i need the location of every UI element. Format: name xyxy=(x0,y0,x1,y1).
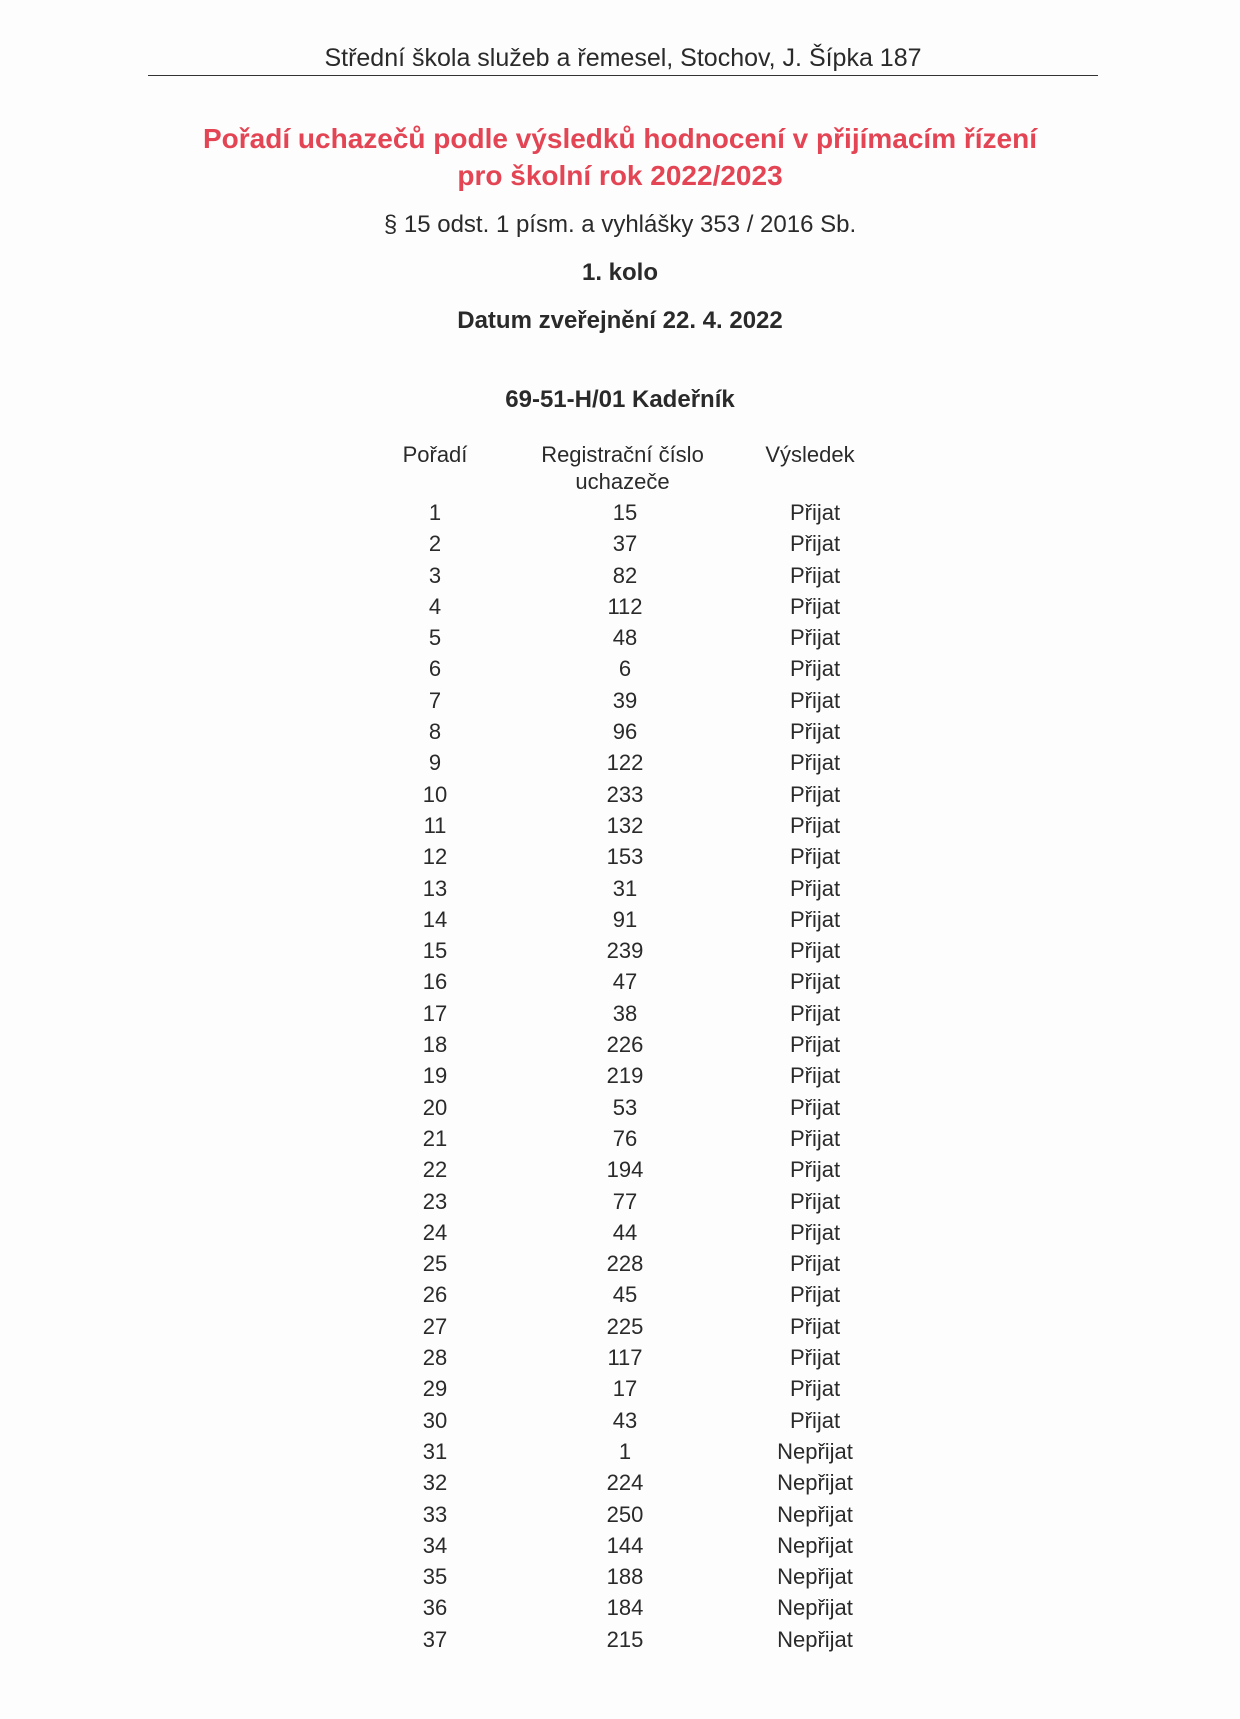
cell-result: Přijat xyxy=(789,1125,841,1151)
cell-rank: 23 xyxy=(422,1188,448,1214)
cell-registration-number: 82 xyxy=(612,562,638,588)
program-heading: 69-51-H/01 Kadeřník xyxy=(505,386,735,413)
cell-registration-number: 228 xyxy=(606,1251,644,1277)
cell-registration-number: 39 xyxy=(612,687,638,713)
cell-registration-number: 45 xyxy=(612,1282,638,1308)
cell-registration-number: 6 xyxy=(618,656,632,682)
cell-rank: 18 xyxy=(422,1032,448,1058)
cell-result: Přijat xyxy=(789,1188,841,1214)
table-row xyxy=(0,622,1240,653)
column-header-rank: Pořadí xyxy=(402,442,468,467)
cell-rank: 8 xyxy=(428,719,442,745)
cell-rank: 20 xyxy=(422,1094,448,1120)
cell-result: Přijat xyxy=(789,687,841,713)
cell-registration-number: 44 xyxy=(612,1219,638,1245)
cell-rank: 37 xyxy=(422,1626,448,1652)
cell-registration-number: 17 xyxy=(612,1376,638,1402)
cell-result: Přijat xyxy=(789,875,841,901)
cell-registration-number: 194 xyxy=(606,1157,644,1183)
table-row xyxy=(0,1342,1240,1373)
table-row xyxy=(0,1561,1240,1592)
document-title-line-2: pro školní rok 2022/2023 xyxy=(457,160,783,191)
cell-rank: 16 xyxy=(422,969,448,995)
table-row xyxy=(0,810,1240,841)
cell-registration-number: 76 xyxy=(612,1125,638,1151)
cell-result: Přijat xyxy=(789,906,841,932)
cell-registration-number: 15 xyxy=(612,500,638,525)
cell-result: Přijat xyxy=(789,1063,841,1089)
table-row xyxy=(0,591,1240,622)
cell-rank: 21 xyxy=(422,1125,448,1151)
document-title xyxy=(100,120,1140,194)
column-header-registration-line-1: Registrační číslo xyxy=(541,442,704,467)
page-header: Střední škola služeb a řemesel, Stochov, J. Šípka 187 xyxy=(324,44,922,72)
header-divider xyxy=(148,75,1098,76)
cell-result: Přijat xyxy=(789,1282,841,1308)
cell-result: Přijat xyxy=(789,1313,841,1339)
table-row xyxy=(0,966,1240,997)
table-row xyxy=(0,1311,1240,1342)
cell-registration-number: 188 xyxy=(606,1564,644,1590)
table-row xyxy=(0,1592,1240,1623)
cell-rank: 2 xyxy=(428,531,442,557)
cell-result: Přijat xyxy=(789,812,841,838)
cell-result: Přijat xyxy=(789,938,841,964)
cell-result: Nepřijat xyxy=(777,1438,853,1464)
table-row xyxy=(0,1624,1240,1655)
table-row xyxy=(0,1060,1240,1091)
cell-registration-number: 226 xyxy=(606,1032,644,1058)
table-row xyxy=(0,1154,1240,1185)
cell-rank: 13 xyxy=(422,875,448,901)
cell-result: Přijat xyxy=(789,1032,841,1058)
cell-rank: 24 xyxy=(422,1219,448,1245)
cell-result: Přijat xyxy=(789,969,841,995)
cell-rank: 10 xyxy=(422,781,448,807)
cell-result: Nepřijat xyxy=(777,1564,853,1590)
table-row xyxy=(0,1248,1240,1279)
cell-rank: 26 xyxy=(422,1282,448,1308)
cell-registration-number: 112 xyxy=(607,593,643,619)
cell-result: Přijat xyxy=(789,500,841,525)
cell-result: Přijat xyxy=(789,1000,841,1026)
cell-result: Přijat xyxy=(789,1219,841,1245)
cell-registration-number: 43 xyxy=(612,1407,638,1433)
cell-result: Přijat xyxy=(789,844,841,870)
cell-result: Přijat xyxy=(789,1407,841,1433)
column-header-result: Výsledek xyxy=(765,442,855,467)
cell-rank: 33 xyxy=(422,1501,448,1527)
cell-registration-number: 132 xyxy=(606,812,644,838)
cell-registration-number: 91 xyxy=(612,906,638,932)
cell-rank: 27 xyxy=(422,1313,448,1339)
cell-result: Přijat xyxy=(789,562,841,588)
table-row xyxy=(0,1217,1240,1248)
cell-registration-number: 250 xyxy=(606,1501,644,1527)
cell-registration-number: 233 xyxy=(606,781,644,807)
cell-rank: 19 xyxy=(422,1063,448,1089)
cell-result: Přijat xyxy=(789,531,841,557)
cell-registration-number: 122 xyxy=(606,750,644,776)
cell-registration-number: 215 xyxy=(606,1626,644,1652)
table-row xyxy=(0,747,1240,778)
cell-registration-number: 77 xyxy=(612,1188,638,1214)
table-row xyxy=(0,1092,1240,1123)
table-row xyxy=(0,560,1240,591)
cell-registration-number: 96 xyxy=(612,719,638,745)
table-row xyxy=(0,685,1240,716)
cell-rank: 1 xyxy=(428,500,442,525)
table-row xyxy=(0,528,1240,559)
publication-date: Datum zveřejnění 22. 4. 2022 xyxy=(457,307,783,334)
document-title-line-1: Pořadí uchazečů podle výsledků hodnocení v přijímacím řízení xyxy=(203,123,1037,154)
cell-registration-number: 1 xyxy=(618,1438,632,1464)
cell-registration-number: 184 xyxy=(606,1595,644,1621)
table-row xyxy=(0,1467,1240,1498)
cell-rank: 11 xyxy=(423,812,447,838)
cell-rank: 25 xyxy=(422,1251,448,1277)
cell-registration-number: 53 xyxy=(612,1094,638,1120)
column-header-registration xyxy=(520,441,725,495)
cell-registration-number: 117 xyxy=(607,1345,643,1371)
table-row xyxy=(0,779,1240,810)
table-row xyxy=(0,653,1240,684)
cell-result: Přijat xyxy=(789,625,841,651)
table-row xyxy=(0,1279,1240,1310)
table-row xyxy=(0,841,1240,872)
cell-registration-number: 225 xyxy=(606,1313,644,1339)
cell-rank: 35 xyxy=(422,1564,448,1590)
cell-rank: 3 xyxy=(428,562,442,588)
cell-rank: 14 xyxy=(422,906,448,932)
cell-registration-number: 153 xyxy=(606,844,644,870)
cell-rank: 9 xyxy=(428,750,442,776)
cell-registration-number: 219 xyxy=(606,1063,644,1089)
table-row xyxy=(0,1029,1240,1060)
cell-registration-number: 38 xyxy=(612,1000,638,1026)
cell-result: Nepřijat xyxy=(777,1470,853,1496)
table-row xyxy=(0,1405,1240,1436)
column-header-registration-line-2: uchazeče xyxy=(575,469,670,494)
cell-rank: 17 xyxy=(422,1000,448,1026)
table-row xyxy=(0,497,1240,528)
cell-rank: 4 xyxy=(428,593,442,619)
cell-registration-number: 37 xyxy=(612,531,638,557)
table-row xyxy=(0,935,1240,966)
cell-rank: 28 xyxy=(422,1345,448,1371)
cell-registration-number: 48 xyxy=(612,625,638,651)
cell-rank: 12 xyxy=(422,844,448,870)
cell-result: Nepřijat xyxy=(777,1501,853,1527)
table-row xyxy=(0,1186,1240,1217)
admission-round: 1. kolo xyxy=(581,259,659,286)
cell-result: Přijat xyxy=(789,750,841,776)
table-row xyxy=(0,904,1240,935)
cell-result: Přijat xyxy=(789,719,841,745)
cell-registration-number: 144 xyxy=(606,1532,644,1558)
table-row xyxy=(0,1530,1240,1561)
cell-rank: 6 xyxy=(428,656,442,682)
cell-result: Nepřijat xyxy=(777,1626,853,1652)
legal-basis: § 15 odst. 1 písm. a vyhlášky 353 / 2016 Sb. xyxy=(383,211,857,238)
cell-result: Přijat xyxy=(789,1345,841,1371)
cell-result: Přijat xyxy=(789,1376,841,1402)
cell-rank: 29 xyxy=(422,1376,448,1402)
cell-rank: 30 xyxy=(422,1407,448,1433)
cell-registration-number: 224 xyxy=(606,1470,644,1496)
cell-registration-number: 47 xyxy=(612,969,638,995)
table-row xyxy=(0,1123,1240,1154)
cell-rank: 32 xyxy=(422,1470,448,1496)
table-row xyxy=(0,873,1240,904)
cell-result: Přijat xyxy=(789,593,841,619)
cell-result: Přijat xyxy=(789,1251,841,1277)
cell-result: Nepřijat xyxy=(777,1595,853,1621)
cell-rank: 36 xyxy=(422,1595,448,1621)
table-row xyxy=(0,1436,1240,1467)
results-table-body xyxy=(0,497,1240,1655)
cell-rank: 31 xyxy=(422,1438,448,1464)
cell-registration-number: 239 xyxy=(606,938,644,964)
cell-registration-number: 31 xyxy=(612,875,638,901)
cell-rank: 7 xyxy=(428,687,442,713)
cell-rank: 34 xyxy=(422,1532,448,1558)
cell-result: Přijat xyxy=(789,656,841,682)
cell-rank: 15 xyxy=(422,938,448,964)
cell-rank: 22 xyxy=(422,1157,448,1183)
table-row xyxy=(0,1499,1240,1530)
table-row xyxy=(0,716,1240,747)
table-row xyxy=(0,998,1240,1029)
cell-result: Přijat xyxy=(789,1157,841,1183)
table-row xyxy=(0,1373,1240,1404)
cell-rank: 5 xyxy=(428,625,442,651)
cell-result: Nepřijat xyxy=(777,1532,853,1558)
cell-result: Přijat xyxy=(789,1094,841,1120)
cell-result: Přijat xyxy=(789,781,841,807)
